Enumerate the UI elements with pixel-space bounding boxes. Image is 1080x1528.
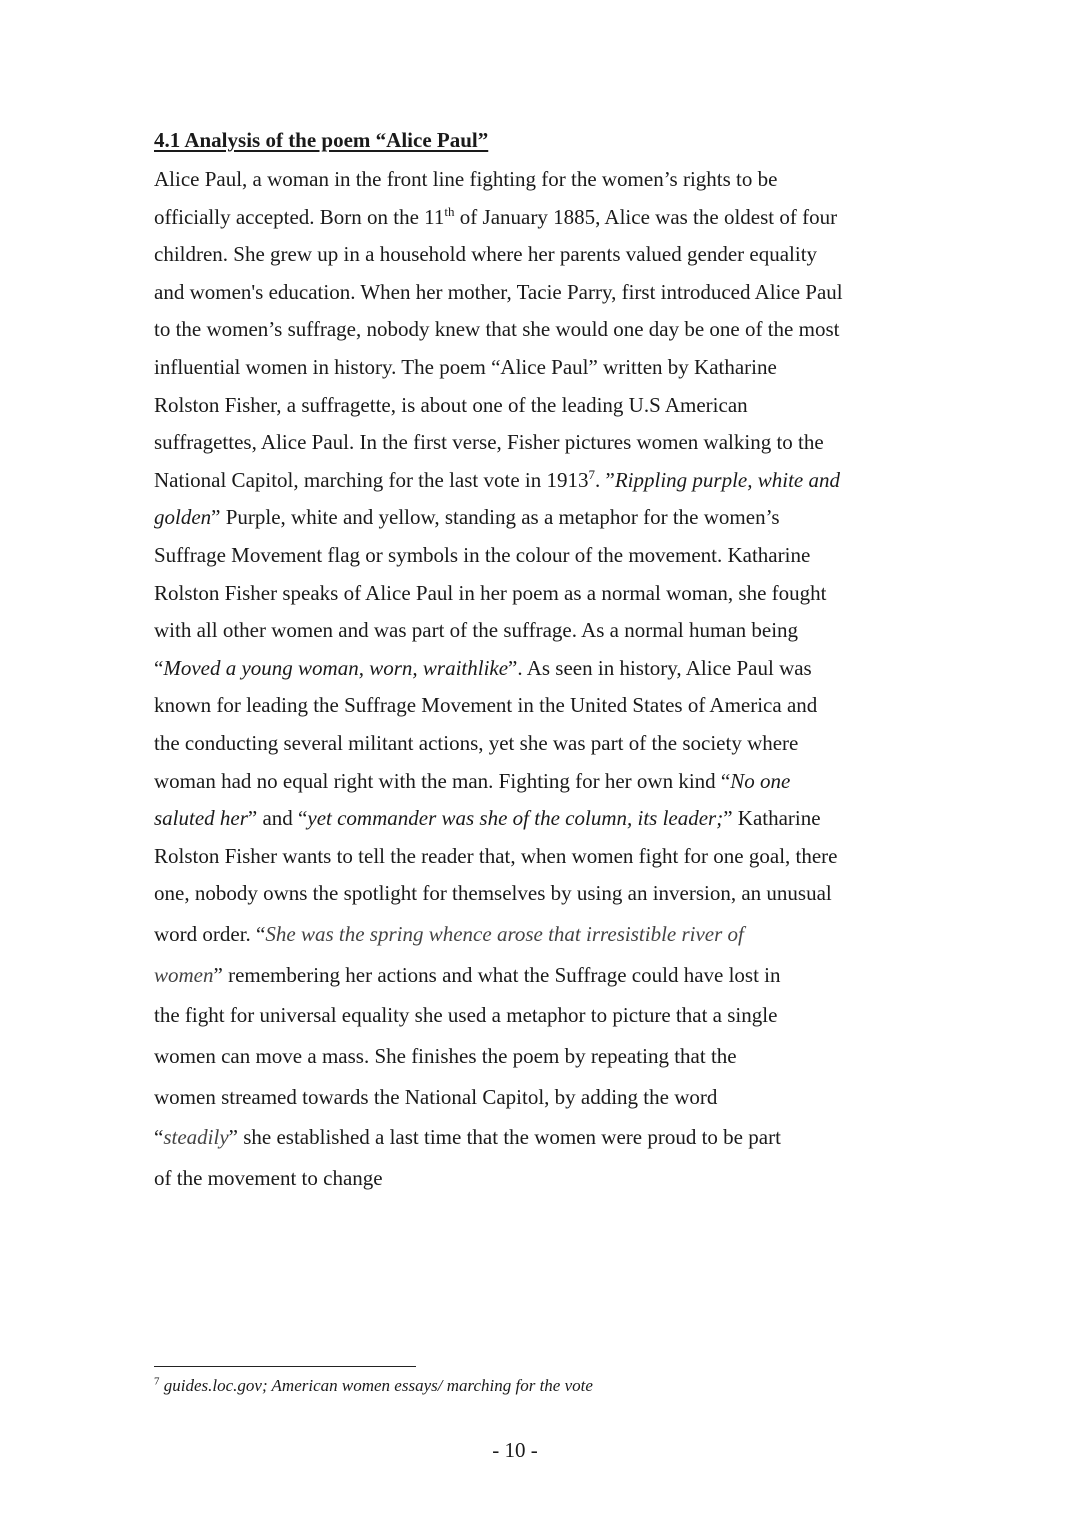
text-line xyxy=(154,800,894,838)
text-line xyxy=(154,875,894,913)
text-run: ” Katharine xyxy=(723,806,821,831)
text-line xyxy=(154,1117,894,1158)
text-line xyxy=(154,499,894,537)
text-line xyxy=(154,236,894,274)
text-run: “ xyxy=(154,655,164,680)
italic-quote: yet commander was she of the column, its leader; xyxy=(307,806,724,831)
text-run: one, nobody owns the spotlight for themselves by using an inversion, an unusual xyxy=(154,881,832,906)
italic-quote: saluted her xyxy=(154,806,248,831)
italic-quote: Moved a young woman, worn, wraithlike xyxy=(163,655,509,680)
text-line xyxy=(154,537,894,575)
text-run: Rolston Fisher, a suffragette, is about one of the leading U.S American xyxy=(154,392,748,417)
text-line xyxy=(154,612,894,650)
section-heading: 4.1 Analysis of the poem “Alice Paul” xyxy=(154,128,489,152)
text-line xyxy=(154,424,894,462)
text-run: ” and “ xyxy=(247,806,308,831)
text-run: woman had no equal right with the man. Fighting for her own kind “ xyxy=(154,768,731,793)
text-run: Alice Paul, a woman in the front line fighting for the women’s rights to be xyxy=(154,167,778,191)
text-line xyxy=(154,1036,894,1077)
text-line xyxy=(154,763,894,801)
text-run: Suffrage Movement flag or symbols in the colour of the movement. Katharine xyxy=(154,542,811,567)
page-number: - 10 - xyxy=(492,1438,538,1462)
text-line xyxy=(154,575,894,613)
text-line xyxy=(154,1158,894,1199)
text-line xyxy=(154,995,894,1036)
text-line xyxy=(154,687,894,725)
text-run: women can move a mass. She finishes the poem by repeating that the xyxy=(154,1044,737,1069)
italic-quote: No one xyxy=(730,768,791,793)
superscript: 7 xyxy=(588,466,595,482)
text-line xyxy=(154,387,894,425)
text-run: ” Purple, white and yellow, standing as a metaphor for the women’s xyxy=(211,505,780,530)
text-run: known for leading the Suffrage Movement in the United States of America and xyxy=(154,693,818,718)
text-line xyxy=(154,650,894,688)
italic-quote: Rippling purple, white and xyxy=(614,467,840,492)
text-line xyxy=(154,462,894,500)
text-line xyxy=(154,838,894,876)
italic-quote: steadily xyxy=(163,1125,229,1150)
text-run: influential women in history. The poem “Alice Paul” written by Katharine xyxy=(154,354,777,379)
text-run: of January 1885, Alice was the oldest of four xyxy=(454,204,838,229)
text-run: and women's education. When her mother, Tacie Parry, first introduced Alice Paul xyxy=(154,279,843,304)
italic-quote: women xyxy=(154,962,214,987)
superscript: th xyxy=(444,203,455,219)
text-line xyxy=(154,311,894,349)
footnote-text: guides.loc.gov; American women essays/ marching for the vote xyxy=(159,1376,593,1395)
text-run: children. She grew up in a household where her parents valued gender equality xyxy=(154,242,818,267)
text-run: officially accepted. Born on the 11 xyxy=(154,204,445,229)
text-run: with all other women and was part of the suffrage. As a normal human being xyxy=(154,618,799,643)
text-run: Rolston Fisher wants to tell the reader that, when women fight for one goal, there xyxy=(154,843,838,868)
text-line xyxy=(154,161,894,199)
text-run: ” she established a last time that the women were proud to be part xyxy=(228,1125,781,1150)
footnote xyxy=(154,1376,593,1396)
footnote-marker: 7 xyxy=(154,1375,160,1388)
italic-quote: She was the spring whence arose that irresistible river of xyxy=(265,921,744,946)
body-paragraph xyxy=(154,161,894,1198)
text-run: ” remembering her actions and what the Suffrage could have lost in xyxy=(213,962,781,987)
footnote-divider xyxy=(154,1366,416,1367)
text-line xyxy=(154,274,894,312)
text-run: suffragettes, Alice Paul. In the first verse, Fisher pictures women walking to the xyxy=(154,430,824,455)
italic-quote: golden xyxy=(154,505,212,530)
text-run: the conducting several militant actions, yet she was part of the society where xyxy=(154,730,799,755)
text-line xyxy=(154,1077,894,1118)
text-run: to the women’s suffrage, nobody knew that she would one day be one of the most xyxy=(154,317,840,342)
text-line xyxy=(154,349,894,387)
text-run: women streamed towards the National Capitol, by adding the word xyxy=(154,1084,718,1109)
text-run: National Capitol, marching for the last vote in 1913 xyxy=(154,467,589,492)
text-run: “ xyxy=(154,1125,164,1150)
text-line xyxy=(154,725,894,763)
text-run: of the movement to change xyxy=(154,1165,383,1190)
text-run: the fight for universal equality she used a metaphor to picture that a single xyxy=(154,1003,778,1028)
text-run: Rolston Fisher speaks of Alice Paul in her poem as a normal woman, she fought xyxy=(154,580,827,605)
text-line xyxy=(154,913,894,955)
text-run: ”. As seen in history, Alice Paul was xyxy=(508,655,812,680)
text-run: . ” xyxy=(595,467,615,492)
text-line xyxy=(154,199,894,237)
text-run: word order. “ xyxy=(154,921,266,946)
text-line xyxy=(154,955,894,996)
